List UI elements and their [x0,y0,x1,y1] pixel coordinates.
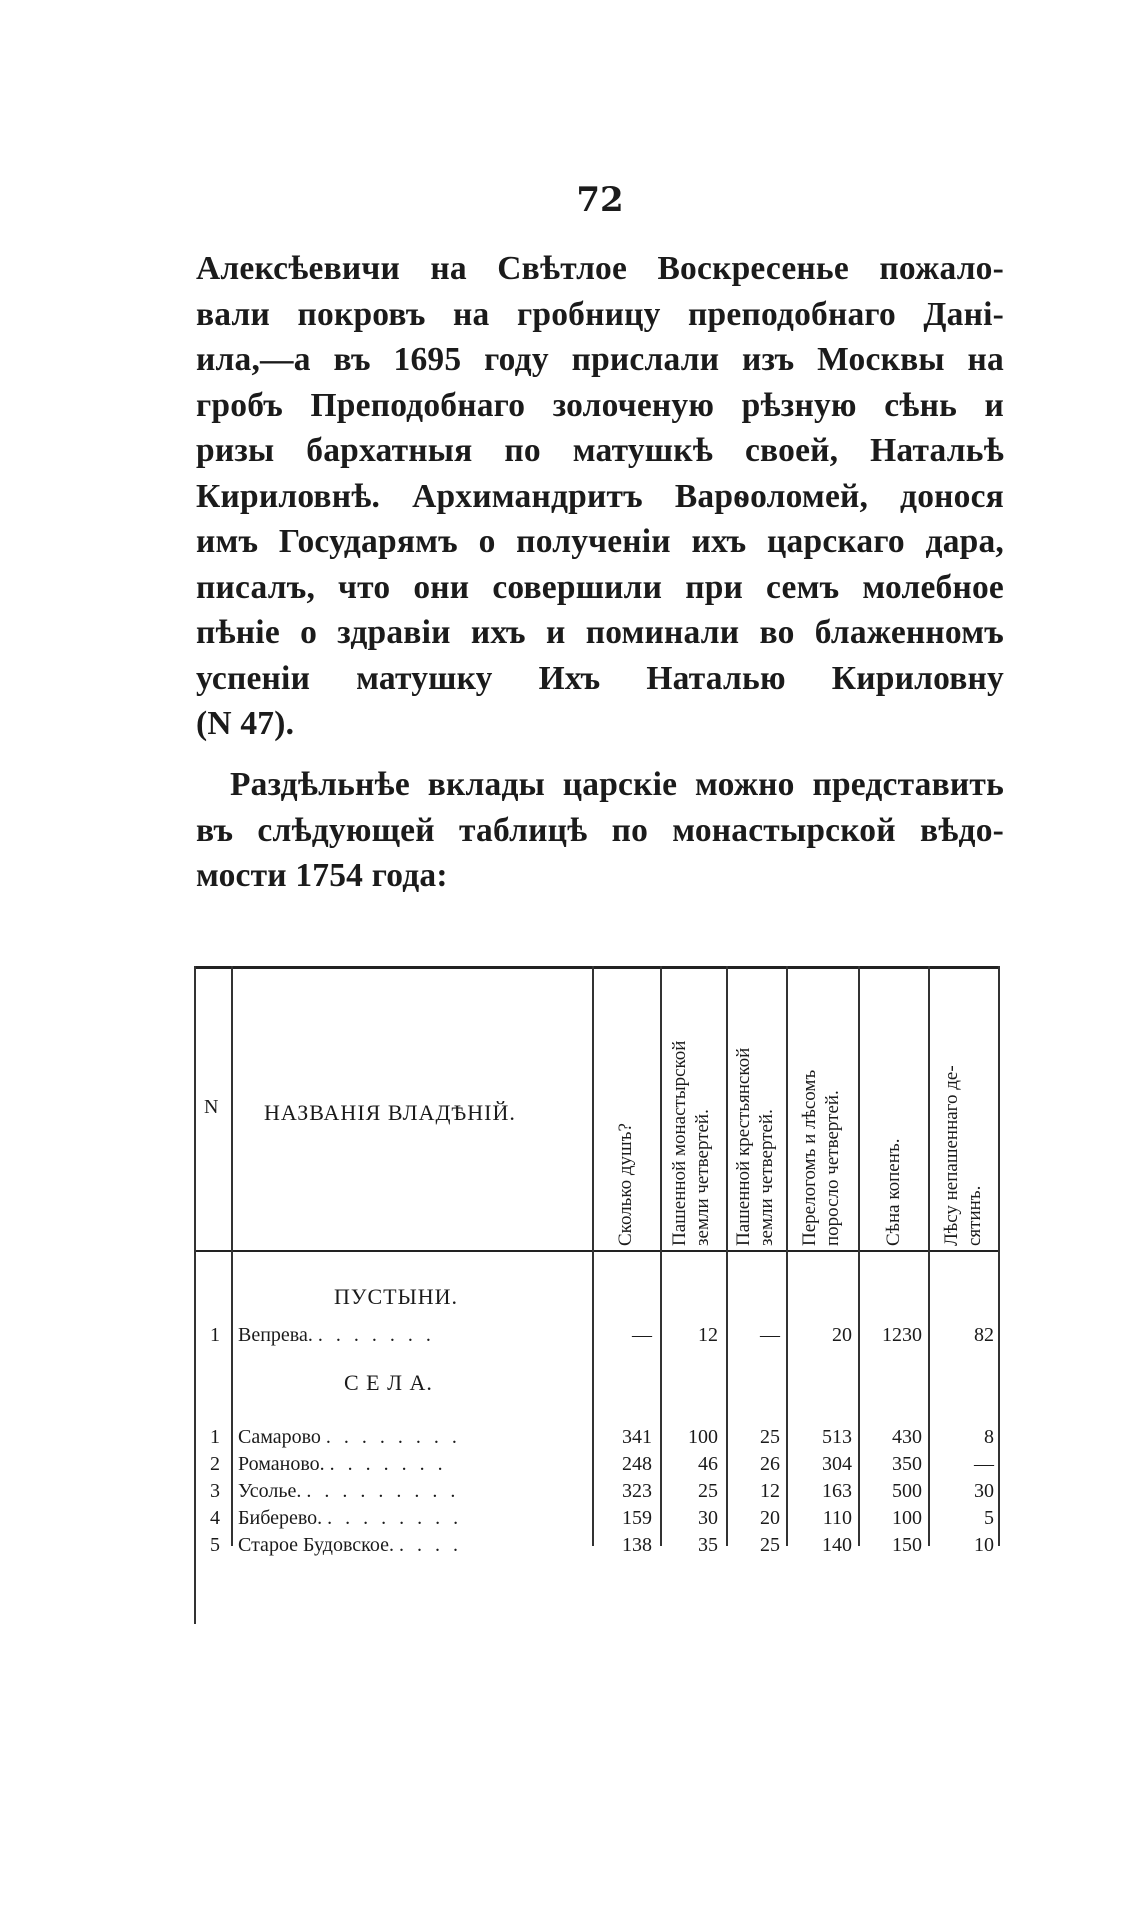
header-souls-text: Сколько душъ? [615,1123,636,1246]
cell-peasant-land: 20 [760,1507,780,1529]
cell-souls: 159 [622,1507,652,1529]
cell-monastery-land: 12 [698,1324,718,1346]
text-line: пѣніе о здравіи ихъ и поминали во блаженномъ [196,614,1004,651]
cell-hay: 150 [892,1534,922,1556]
text-line: вали покровъ на гробницу преподобнаго Дані- [196,295,1004,333]
table-row [194,1480,1000,1506]
cell-peasant-land: 12 [760,1480,780,1502]
header-line: поросло четвертей. [822,1090,843,1246]
section-title-villages: С Е Л А. [344,1370,433,1395]
cell-souls: 341 [622,1426,652,1448]
cell-fallow: 110 [822,1507,852,1529]
text-line: (N 47). [196,705,295,742]
cell-hay: 500 [892,1480,922,1502]
row-name: Старое Будовское. . . . . [238,1534,462,1556]
cell-souls: 248 [622,1453,652,1475]
cell-monastery-land: 25 [698,1480,718,1502]
cell-forest: 82 [974,1324,994,1346]
table-row [194,1453,1000,1479]
header-line: сятинъ. [964,1185,985,1246]
header-fallow [798,976,844,1246]
header-number: N [204,1096,219,1118]
row-name: Романово. . . . . . . . [238,1453,447,1475]
table-row [194,1324,1000,1350]
cell-monastery-land: 46 [698,1453,718,1475]
text-line: Кириловнѣ. Архимандритъ Варѳоломей, донося [196,477,1004,515]
header-peasant-land [732,976,778,1246]
cell-hay: 1230 [882,1324,922,1346]
cell-monastery-land: 35 [698,1534,718,1556]
cell-peasant-land: — [760,1324,780,1346]
table-top-rule [194,966,1000,969]
cell-monastery-land: 30 [698,1507,718,1529]
cell-souls: 138 [622,1534,652,1556]
cell-hay: 430 [892,1426,922,1448]
cell-fallow: 304 [822,1453,852,1475]
cell-peasant-land: 25 [760,1534,780,1556]
cell-peasant-land: 25 [760,1426,780,1448]
cell-fallow: 20 [832,1324,852,1346]
table-header-rule [194,1250,1000,1252]
cell-fallow: 140 [822,1534,852,1556]
header-monastery-land [668,976,714,1246]
header-line: земли четвертей. [756,1109,777,1246]
cell-fallow: 163 [822,1480,852,1502]
header-souls [614,976,637,1246]
header-line: Лѣсу непашеннаго де- [941,1065,962,1246]
cell-forest: 10 [974,1534,994,1556]
row-number: 4 [210,1507,220,1529]
header-line: земли четвертей. [692,1109,713,1246]
text-line: мости 1754 года: [196,857,448,894]
table-row [194,1426,1000,1452]
text-line: имъ Государямъ о полученіи ихъ царскаго дара, [196,523,1004,560]
header-line: Перелогомъ и лѣсомъ [799,1069,820,1246]
cell-forest: — [974,1453,994,1475]
paragraph-royal-gifts [196,246,1004,747]
text-line: Алексѣевичи на Свѣтлое Воскресенье пожало- [196,250,1004,287]
cell-fallow: 513 [822,1426,852,1448]
row-number: 5 [210,1534,220,1556]
text-line: ризы бархатныя по матушкѣ своей, Натальѣ [196,432,1004,469]
table-row [194,1534,1000,1560]
cell-forest: 5 [984,1507,994,1529]
cell-souls: — [632,1324,652,1346]
row-number: 2 [210,1453,220,1475]
header-line: Пашенной крестьянской [733,1047,754,1246]
row-number: 1 [210,1324,220,1346]
text-line: гробъ Преподобнаго золоченую рѣзную сѣнь и [196,386,1004,424]
text-line: въ слѣдующей таблицѣ по монастырской вѣдо- [196,811,1004,849]
header-forest [940,976,986,1246]
header-name: НАЗВАНІЯ ВЛАДѢНІЙ. [264,1100,516,1125]
header-line: Пашенной монастырской [669,1040,690,1246]
row-name: Самарово . . . . . . . . [238,1426,461,1448]
cell-forest: 30 [974,1480,994,1502]
cell-peasant-land: 26 [760,1453,780,1475]
text-line: Раздѣльнѣе вклады царскіе можно представить [230,766,1004,803]
cell-hay: 350 [892,1453,922,1475]
row-number: 1 [210,1426,220,1448]
table-row [194,1507,1000,1533]
text-line: писалъ, что они совершили при семъ молебное [196,568,1004,606]
row-name: Усолье. . . . . . . . . . [238,1480,460,1502]
cell-monastery-land: 100 [688,1426,718,1448]
page-number: 72 [576,180,624,220]
row-number: 3 [210,1480,220,1502]
holdings-table [194,966,1000,1624]
row-name: Биберево. . . . . . . . . [238,1507,463,1529]
paragraph-table-intro [196,762,1004,899]
text-line: успеніи матушку Ихъ Наталью Кириловну [196,659,1004,697]
cell-forest: 8 [984,1426,994,1448]
section-title-hermitages: ПУСТЫНИ. [334,1284,459,1309]
cell-hay: 100 [892,1507,922,1529]
row-name: Вепрева. . . . . . . . [238,1324,435,1346]
text-line: ила,—а въ 1695 году прислали изъ Москвы на [196,341,1004,378]
header-hay [882,976,905,1246]
cell-souls: 323 [622,1480,652,1502]
header-hay-text: Сѣна копенъ. [883,1138,904,1246]
